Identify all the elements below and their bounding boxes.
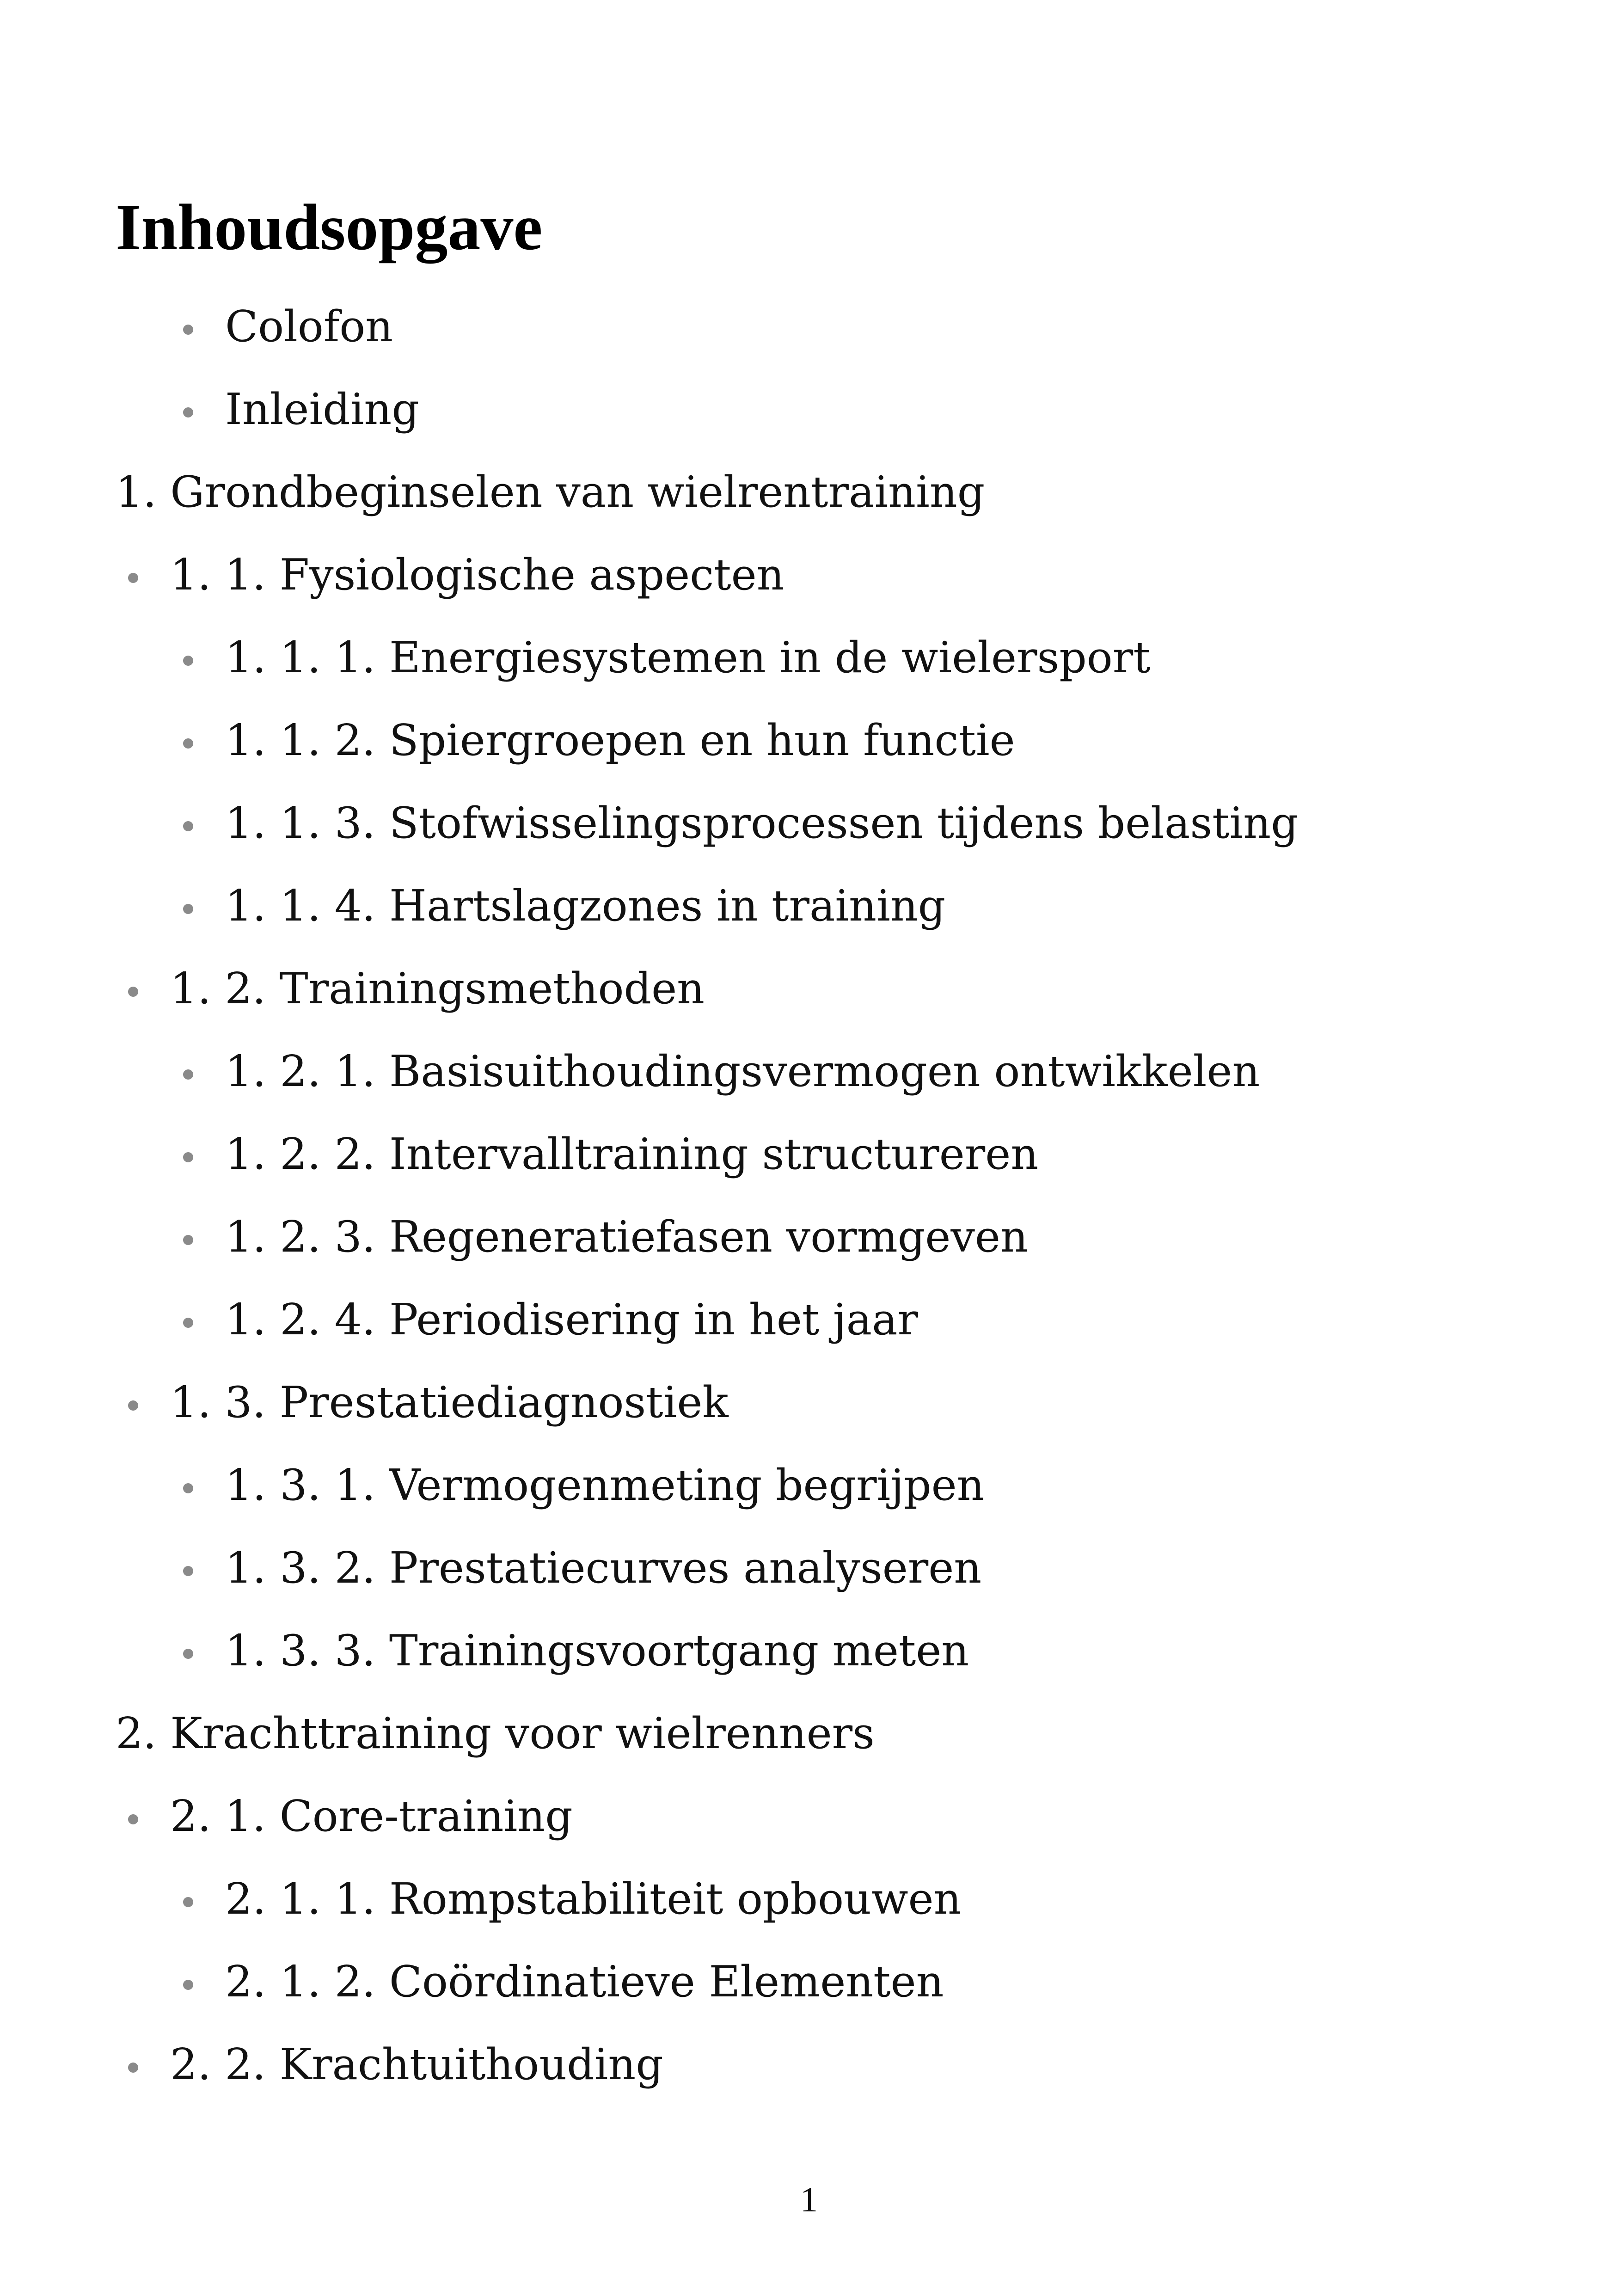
bullet-icon bbox=[183, 738, 193, 749]
toc-entry[interactable]: 1. 3. 3. Trainingsvoortgang meten bbox=[225, 1626, 969, 1676]
bullet-icon bbox=[183, 1069, 193, 1080]
bullet-icon bbox=[183, 1897, 193, 1907]
bullet-icon bbox=[183, 1483, 193, 1493]
page-title: Inhoudsopgave bbox=[116, 190, 543, 264]
bullet-icon bbox=[128, 987, 138, 997]
bullet-icon bbox=[128, 1400, 138, 1411]
bullet-icon bbox=[183, 821, 193, 831]
toc-entry[interactable]: 2. 2. Krachtuithouding bbox=[170, 2039, 663, 2089]
bullet-icon bbox=[183, 1980, 193, 1990]
bullet-icon bbox=[128, 573, 138, 583]
toc-entry[interactable]: 1. 1. 1. Energiesystemen in de wielersport bbox=[225, 632, 1151, 682]
bullet-icon bbox=[183, 1235, 193, 1245]
toc-entry[interactable]: 1. 1. 3. Stofwisselingsprocessen tijdens belasting bbox=[225, 798, 1299, 848]
toc-entry[interactable]: 2. Krachttraining voor wielrenners bbox=[116, 1708, 875, 1758]
toc-entry[interactable]: 2. 1. Core-training bbox=[170, 1791, 573, 1841]
toc-entry[interactable]: 1. 2. 1. Basisuithoudingsvermogen ontwikkelen bbox=[225, 1046, 1260, 1096]
toc-entry[interactable]: 1. Grondbeginselen van wielrentraining bbox=[116, 467, 985, 517]
bullet-icon bbox=[183, 325, 193, 335]
bullet-icon bbox=[183, 1152, 193, 1162]
toc-entry[interactable]: 1. 2. Trainingsmethoden bbox=[170, 964, 705, 1013]
toc-entry[interactable]: 1. 2. 2. Intervalltraining structureren bbox=[225, 1129, 1039, 1179]
toc-entry[interactable]: 1. 3. 1. Vermogenmeting begrijpen bbox=[225, 1460, 985, 1510]
bullet-icon bbox=[128, 1814, 138, 1824]
bullet-icon bbox=[183, 1318, 193, 1328]
page-number: 1 bbox=[800, 2180, 818, 2219]
toc-entry[interactable]: 2. 1. 1. Rompstabiliteit opbouwen bbox=[225, 1874, 962, 1924]
toc-entry[interactable]: Inleiding bbox=[225, 384, 419, 434]
bullet-icon bbox=[183, 1649, 193, 1659]
bullet-icon bbox=[128, 2063, 138, 2073]
bullet-icon bbox=[183, 656, 193, 666]
toc-entry[interactable]: 1. 3. Prestatiediagnostiek bbox=[170, 1377, 729, 1427]
bullet-icon bbox=[183, 407, 193, 417]
toc-entry[interactable]: 1. 1. 4. Hartslagzones in training bbox=[225, 881, 946, 931]
toc-entry[interactable]: 2. 1. 2. Coördinatieve Elementen bbox=[225, 1957, 944, 2007]
toc-entry[interactable]: 1. 1. 2. Spiergroepen en hun functie bbox=[225, 715, 1015, 765]
toc-entry[interactable]: 1. 1. Fysiologische aspecten bbox=[170, 550, 784, 600]
toc-entry[interactable]: 1. 2. 4. Periodisering in het jaar bbox=[225, 1295, 918, 1344]
bullet-icon bbox=[183, 904, 193, 914]
bullet-icon bbox=[183, 1566, 193, 1576]
toc-entry[interactable]: 1. 2. 3. Regeneratiefasen vormgeven bbox=[225, 1212, 1028, 1262]
toc-entry[interactable]: 1. 3. 2. Prestatiecurves analyseren bbox=[225, 1543, 982, 1593]
toc-entry[interactable]: Colofon bbox=[225, 301, 393, 351]
